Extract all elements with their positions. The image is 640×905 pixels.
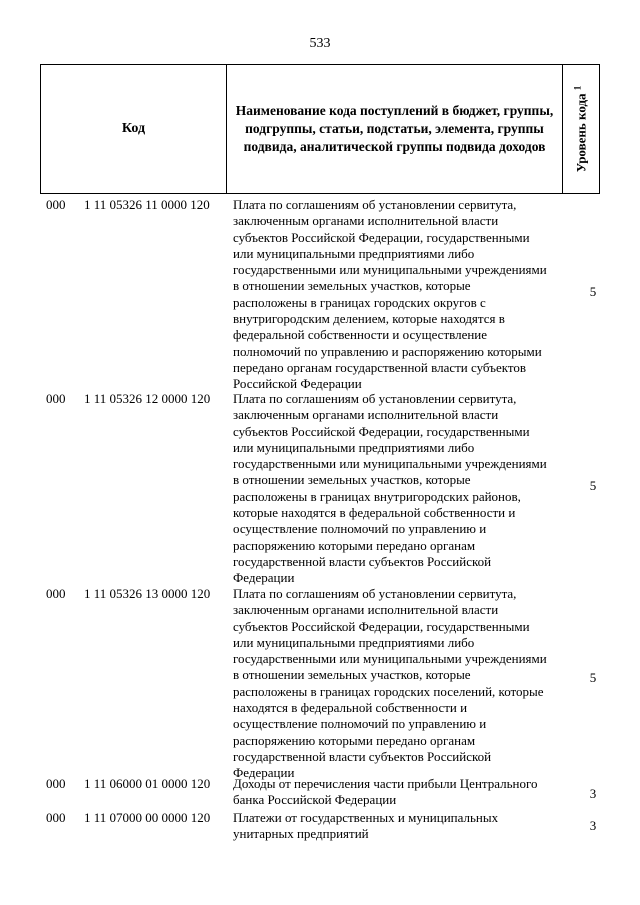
revenue-code: 1 11 05326 12 0000 120: [84, 391, 211, 406]
table-header: [40, 64, 600, 194]
header-level-footnote: 1: [572, 85, 583, 91]
code-level: 5: [589, 284, 597, 299]
revenue-description: Доходы от перечисления части прибыли Центрального банка Российской Федерации: [233, 776, 538, 808]
admin-code: 000: [46, 810, 66, 825]
header-level-label: Уровень кода: [573, 93, 589, 173]
revenue-code: 1 11 05326 11 0000 120: [84, 197, 210, 212]
code-level: 5: [589, 670, 597, 685]
code-level: 3: [589, 818, 597, 833]
revenue-description: Плата по соглашениям об установлении сервитута, заключенным органами исполнительной власти субъектов Российской Федерации, государственными или муниципальными предприятиями либо государственными или муниципальными учреждениями в отношении земельных участков, которые расположены в границах внутригородских районов, которые находятся в федеральной собственности и осуществление полномочий по управлению и распоряжению которыми передано органам государственной власти субъектов Российской Федерации: [233, 391, 547, 586]
admin-code: 000: [46, 776, 66, 791]
revenue-description: Плата по соглашениям об установлении сервитута, заключенным органами исполнительной власти субъектов Российской Федерации, государственными или муниципальными предприятиями либо государственными или муниципальными учреждениями в отношении земельных участков, которые расположены в границах городских поселений, которые находятся в федеральной собственности и осуществление полномочий по управлению и распоряжению которыми передано органам государственной власти субъектов Российской Федерации: [233, 586, 547, 781]
header-level: [572, 86, 589, 173]
code-level: 3: [589, 786, 597, 801]
code-level: 5: [589, 478, 597, 493]
revenue-description: Плата по соглашениям об установлении сервитута, заключенным органами исполнительной власти субъектов Российской Федерации, государственными или муниципальными предприятиями либо государственными или муниципальными учреждениями в отношении земельных участков, которые расположены в границах городских округов с внутригородским делением, которые находятся в федеральной собственности и осуществление полномочий по управлению и распоряжению которыми передано органам государственной власти субъектов Российской Федерации: [233, 197, 547, 392]
admin-code: 000: [46, 197, 66, 212]
revenue-description: Платежи от государственных и муниципальных унитарных предприятий: [233, 810, 499, 842]
revenue-code: 1 11 07000 00 0000 120: [84, 810, 211, 825]
header-level-cell: [563, 65, 599, 193]
admin-code: 000: [46, 391, 66, 406]
header-code: Код: [41, 65, 227, 193]
revenue-code: 1 11 06000 01 0000 120: [84, 776, 211, 791]
revenue-code: 1 11 05326 13 0000 120: [84, 586, 211, 601]
admin-code: 000: [46, 586, 66, 601]
header-name: Наименование кода поступлений в бюджет, группы, подгруппы, статьи, подстатьи, элемента, группы подвида, аналитической группы подвида доходов: [227, 65, 563, 193]
page-number: 533: [309, 36, 331, 51]
